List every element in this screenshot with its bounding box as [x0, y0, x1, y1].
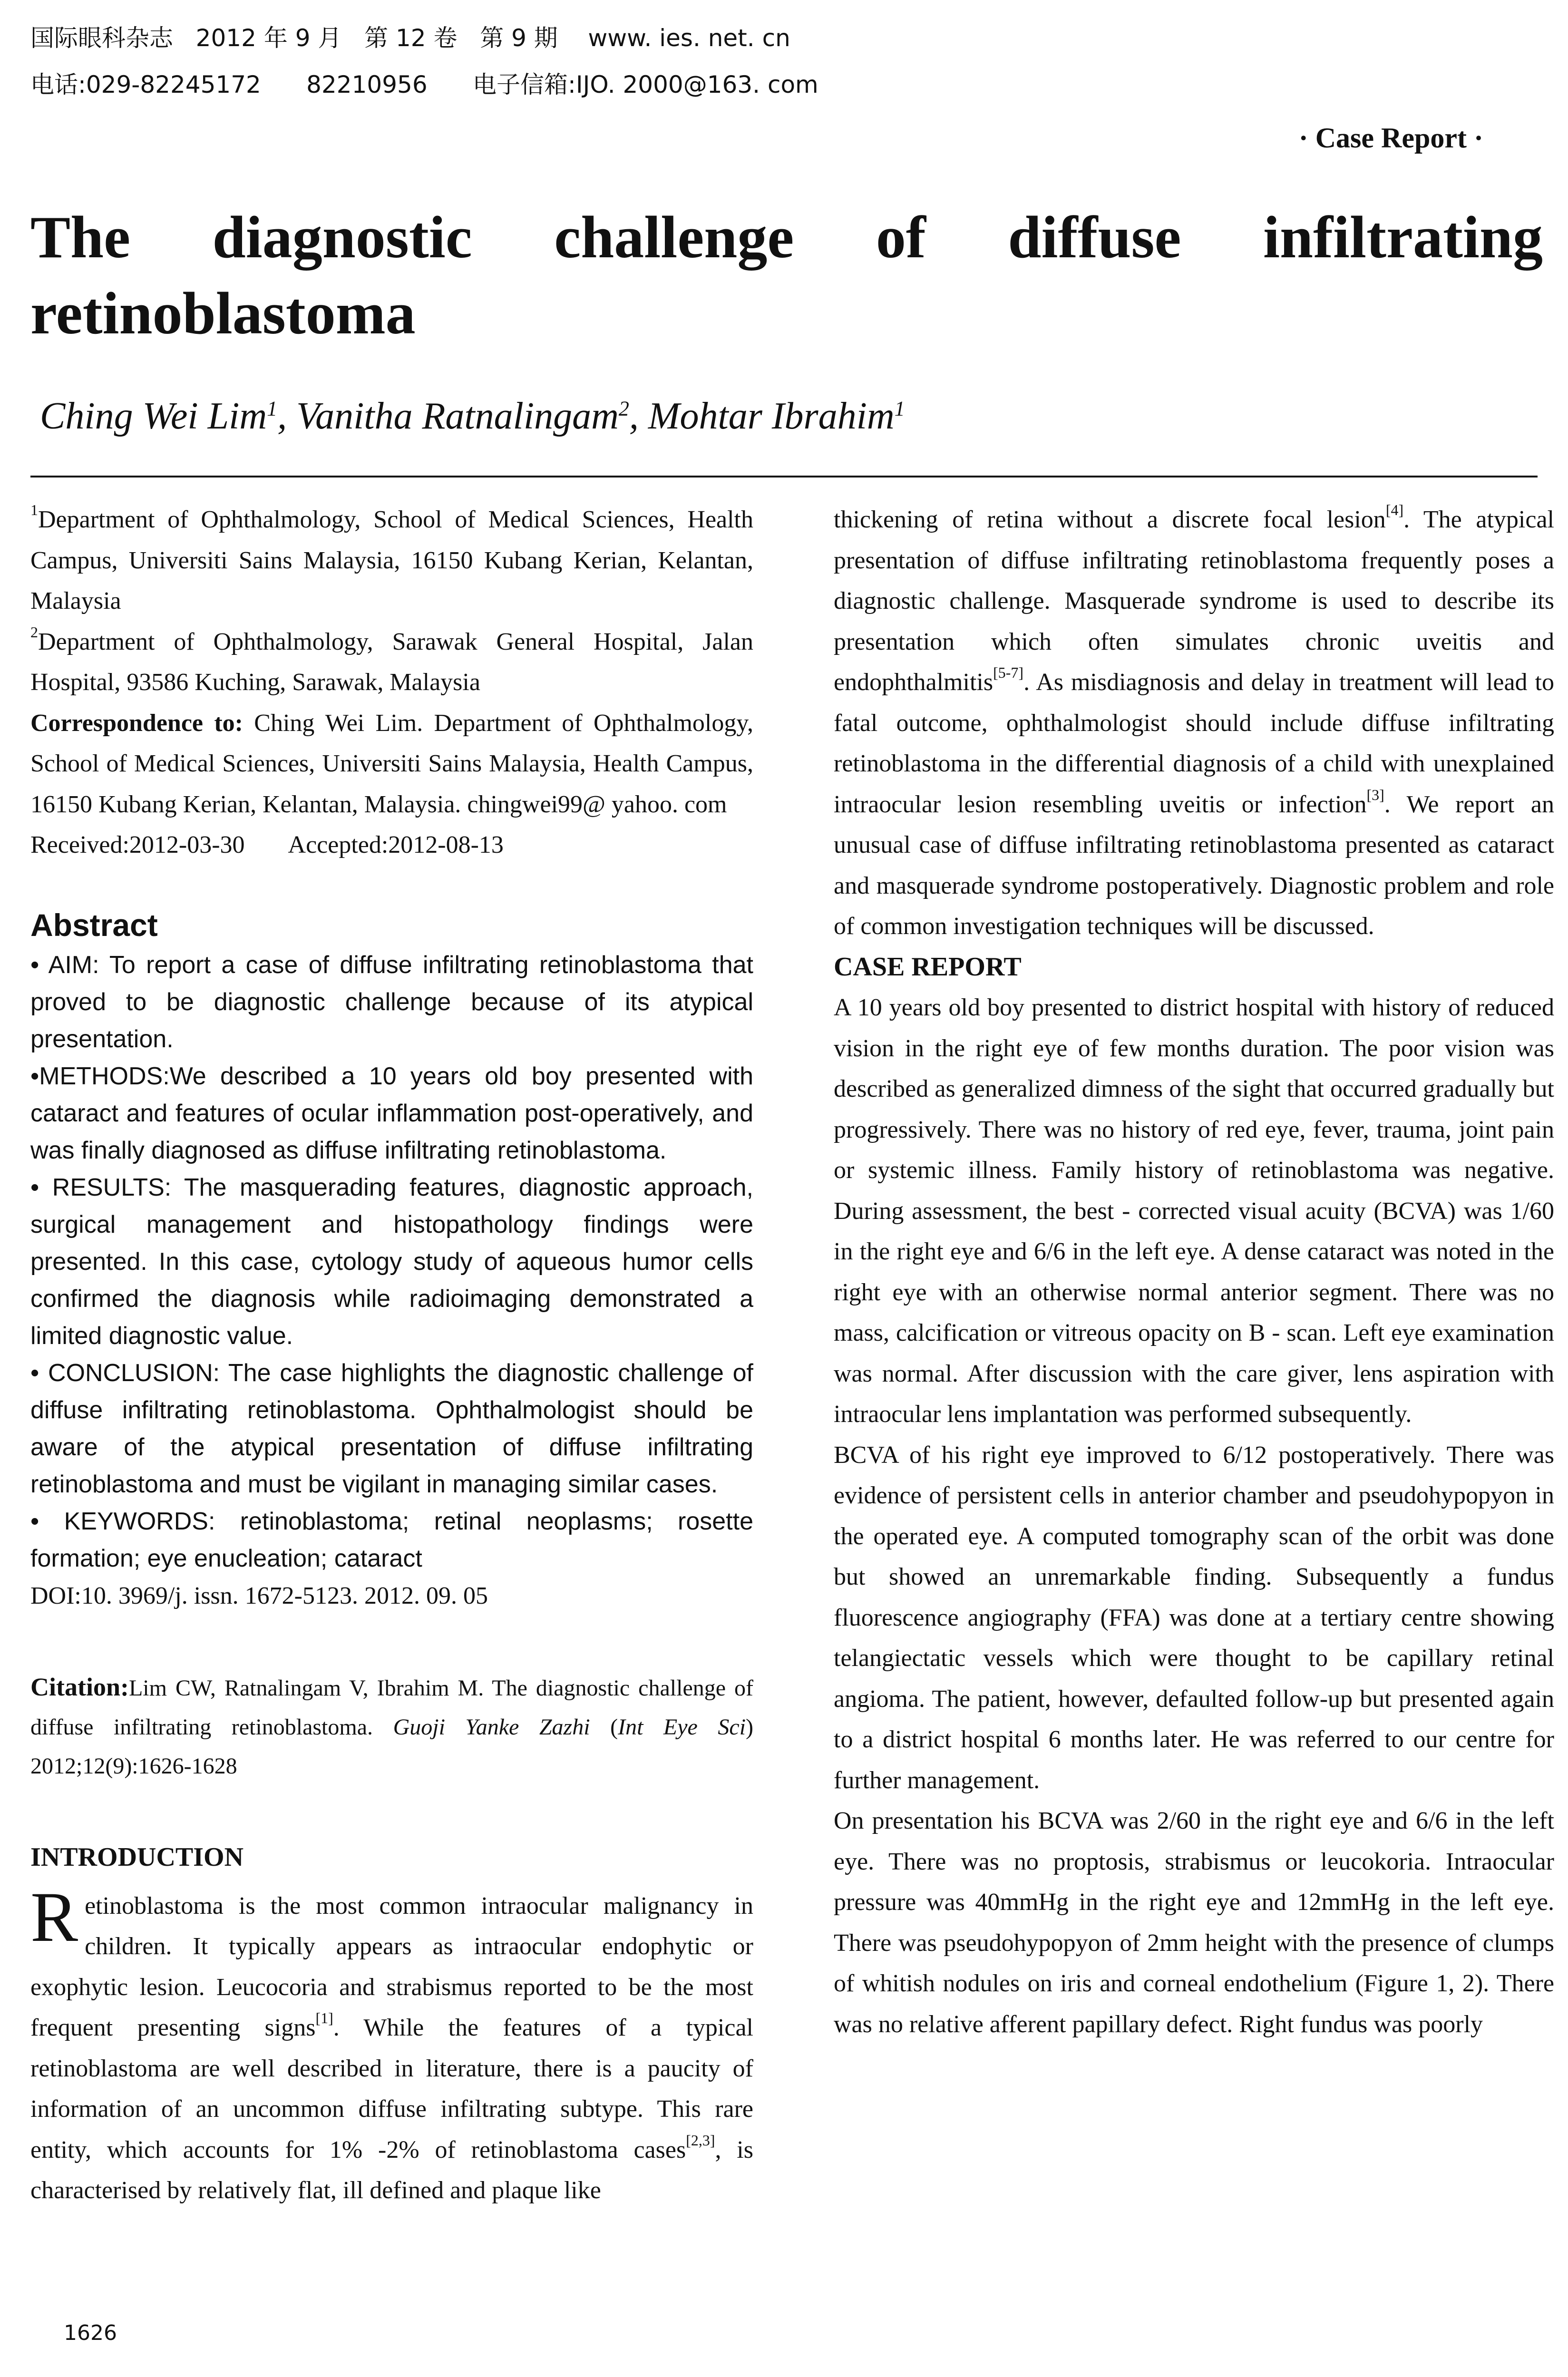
correspondence — [30, 703, 753, 825]
citation-journal: Guoji Yanke Zazhi — [393, 1714, 590, 1740]
author-affiliation-mark: 1 — [894, 397, 905, 420]
journal-header-line-2: 电话:029-82245172 82210956 电子信箱:IJO. 2000@163. com — [30, 71, 818, 98]
author-name: Vanitha Ratnalingam — [296, 395, 619, 437]
citation-journal-abbr: Int Eye Sci — [618, 1714, 746, 1740]
author-affiliation-mark: 2 — [618, 397, 629, 420]
reference-mark: [5-7] — [993, 664, 1024, 681]
introduction-paragraph-continued — [834, 499, 1554, 947]
section-label: · Case Report · — [1298, 122, 1483, 154]
doi: DOI:10. 3969/j. issn. 1672-5123. 2012. 09. 05 — [30, 1582, 488, 1609]
citation-text: Lim CW, Ratnalingam V, Ibrahim M. The diagnostic challenge of diffuse infiltrating retinoblastoma. — [30, 1675, 753, 1740]
left-column — [30, 499, 753, 2211]
abstract-conclusion: • CONCLUSION: The case highlights the diagnostic challenge of diffuse infiltrating retinoblastoma. Ophthalmologist should be aware of the atypical presentation of diffuse infiltrating retinoblastoma and must be vigilant in managing similar cases. — [30, 1359, 753, 1498]
paragraph-text: . The atypical presentation of diffuse infiltrating retinoblastoma frequently poses a diagnostic challenge. Masquerade syndrome is used to describe its presentation which often simulates chronic uveitis and endophthalmitis — [834, 506, 1554, 696]
title-divider — [30, 476, 1538, 477]
paragraph-text: thickening of retina without a discrete focal lesion — [834, 506, 1386, 533]
page-number: 1626 — [64, 2321, 117, 2345]
author-list: Ching Wei Lim$^1$, Vanitha Ratnalingam$^2$, Mohtar Ibrahim$^1$ — [40, 395, 905, 437]
author-name: Ching Wei Lim — [40, 395, 267, 437]
affiliation-1 — [30, 499, 753, 622]
author-affiliation-mark: 1 — [267, 397, 278, 420]
citation-label: Citation: — [30, 1672, 129, 1701]
paragraph-text: . We report an unusual case of diffuse infiltrating retinoblastoma presented as cataract and masquerade syndrome postoperatively. Diagnostic problem and role of common investigation techniques will be discussed. — [834, 790, 1554, 940]
correspondence-text: Ching Wei Lim. Department of Ophthalmology, School of Medical Sciences, Universiti Sains Malaysia, Health Campus, 16150 Kubang Kerian, Kelantan, Malaysia. chingwei99@ yahoo. com — [30, 709, 753, 818]
correspondence-label: Correspondence to: — [30, 709, 243, 737]
affiliation-number: 1 — [30, 501, 38, 518]
abstract-methods: •METHODS:We described a 10 years old boy presented with cataract and features of ocular inflammation post-operatively, and was finally diagnosed as diffuse infiltrating retinoblastoma. — [30, 1062, 753, 1164]
received-date: Received:2012-03-30 — [30, 831, 245, 858]
affiliation-text: Department of Ophthalmology, Sarawak General Hospital, Jalan Hospital, 93586 Kuching, Sarawak, Malaysia — [30, 628, 753, 696]
case-report-paragraph: On presentation his BCVA was 2/60 in the right eye and 6/6 in the left eye. There was no proptosis, strabismus or leucokoria. Intraocular pressure was 40mmHg in the right eye and 12mmHg in the left eye. There was pseudohypopyon of 2mm height with the presence of clumps of whitish nodules on iris and corneal endothelium (Figure 1, 2). There was no relative afferent papillary defect. Right fundus was poorly — [834, 1807, 1554, 2038]
paragraph-text: . While the features of a typical retinoblastoma are well described in literature, there is a paucity of information of an uncommon diffuse infiltrating subtype. This rare entity, which accounts for 1% -2% of retinoblastoma cases — [30, 2014, 753, 2163]
citation-text: ( — [590, 1714, 618, 1740]
case-report-paragraph: A 10 years old boy presented to district hospital with history of reduced vision in the right eye of few months duration. The poor vision was described as generalized dimness of the sight that occurred gradually but progressively. There was no history of red eye, fever, trauma, joint pain or systemic illness. Family history of retinoblastoma was negative. During assessment, the best - corrected visual acuity (BCVA) was 1/60 in the right eye and 6/6 in the left eye. A dense cataract was noted in the right eye with an otherwise normal anterior segment. There was no mass, calcification or vitreous opacity on B - scan. Left eye examination was normal. After discussion with the care giver, lens aspiration with intraocular lens implantation was performed subsequently. — [834, 994, 1554, 1428]
affiliation-2 — [30, 622, 753, 703]
paragraph-text: etinoblastoma is the most common intraocular malignancy in children. It typically appears as intraocular endophytic or exophytic lesion. Leucocoria and strabismus reported to be the most frequent presenting signs — [30, 1892, 753, 2041]
citation — [30, 1667, 753, 1786]
abstract-results: • RESULTS: The masquerading features, diagnostic approach, surgical management and histopathology findings were presented. In this case, cytology study of aqueous humor cells confirmed the diagnosis while radioimaging demonstrated a limited diagnostic value. — [30, 1173, 753, 1350]
reference-mark: [1] — [315, 2009, 333, 2026]
journal-header-line-1: 国际眼科杂志 2012 年 9 月 第 12 卷 第 9 期 www. ies. net. cn — [30, 24, 790, 52]
citation-text: ) 2012;12(9):1626-1628 — [30, 1714, 754, 1779]
reference-mark: [2,3] — [686, 2131, 715, 2149]
paragraph-text: , is characterised by relatively flat, ill defined and plaque like — [30, 2136, 753, 2204]
introduction-paragraph — [30, 1877, 753, 2211]
affiliation-number: 2 — [30, 623, 38, 641]
reference-mark: [4] — [1385, 501, 1404, 518]
case-report-heading: CASE REPORT — [834, 952, 1022, 982]
abstract-aim: • AIM: To report a case of diffuse infiltrating retinoblastoma that proved to be diagnostic challenge because of its atypical presentation. — [30, 951, 753, 1053]
paragraph-text: . As misdiagnosis and delay in treatment will lead to fatal outcome, ophthalmologist should include diffuse infiltrating retinoblastoma in the differential diagnosis of a child with unexplained intraocular lesion resembling uveitis or infection — [834, 669, 1554, 818]
article-title: The diagnostic challenge of diffuse infiltrating retinoblastoma — [30, 205, 1543, 347]
affiliation-text: Department of Ophthalmology, School of Medical Sciences, Health Campus, Universiti Sains Malaysia, 16150 Kubang Kerian, Kelantan, Malaysia — [30, 506, 753, 614]
author-name: Mohtar Ibrahim — [648, 395, 895, 437]
introduction-heading: INTRODUCTION — [30, 1842, 244, 1872]
abstract-keywords: • KEYWORDS: retinoblastoma; retinal neoplasms; rosette formation; eye enucleation; cataract — [30, 1507, 753, 1572]
reference-mark: [3] — [1366, 786, 1384, 803]
abstract-heading: Abstract — [30, 907, 158, 943]
case-report-paragraph: BCVA of his right eye improved to 6/12 postoperatively. There was evidence of persistent cells in anterior chamber and pseudohypopyon in the operated eye. A computed tomography scan of the orbit was done but showed an unremarkable finding. Subsequently a fundus fluorescence angiography (FFA) was done at a tertiary centre showing telangiectatic vessels which were thought to be capillary retinal angioma. The patient, however, defaulted follow-up but presented again to a district hospital 6 months later. He was referred to our centre for further management. — [834, 1441, 1554, 1794]
accepted-date: Accepted:2012-08-13 — [288, 831, 504, 858]
drop-cap: R — [30, 1877, 78, 1957]
right-column — [834, 499, 1554, 2045]
received-accepted — [30, 825, 753, 866]
abstract-body — [30, 946, 753, 1577]
